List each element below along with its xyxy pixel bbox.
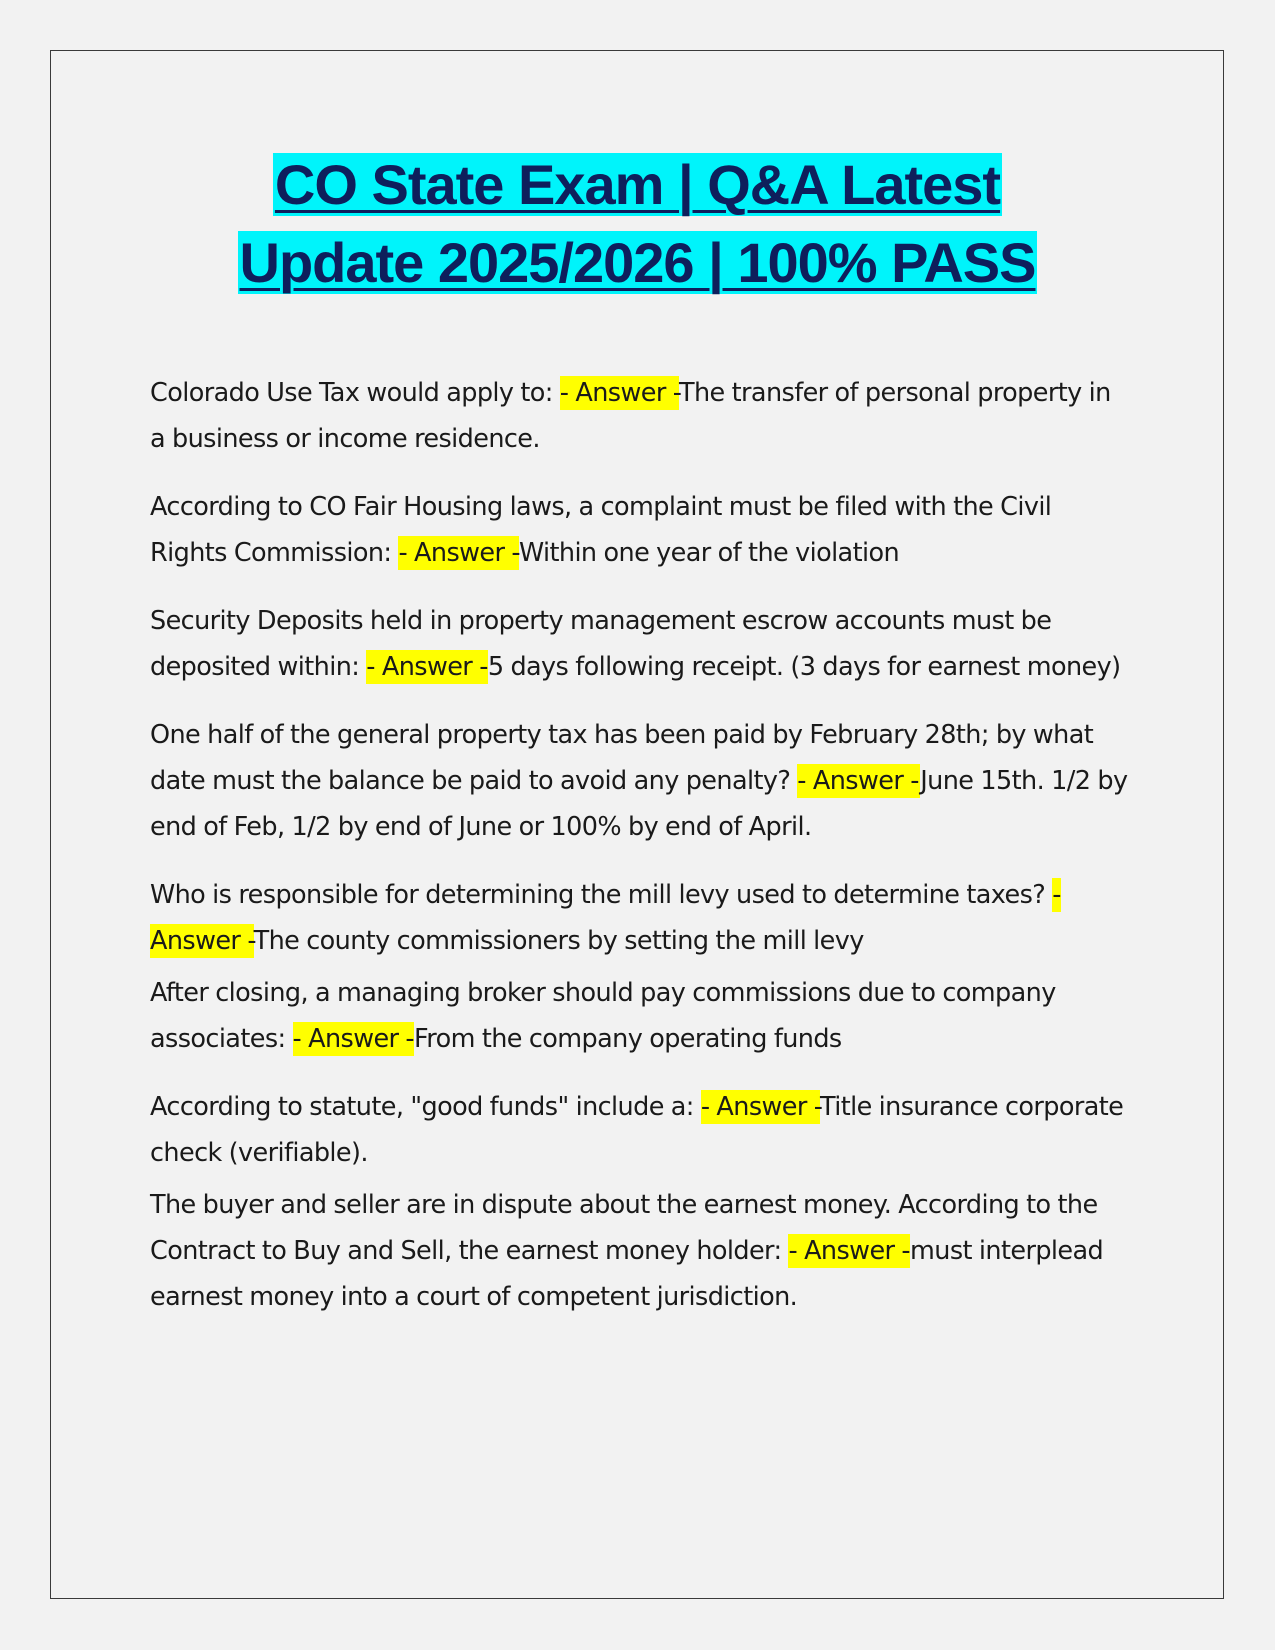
answer-label: - Answer - <box>700 1092 821 1122</box>
title-line-1: CO State Exam | Q&A Latest <box>274 153 1001 216</box>
qa-item <box>150 370 1130 462</box>
qa-item <box>150 970 1130 1062</box>
qa-item <box>150 598 1130 690</box>
answer-label: - Answer - <box>559 378 679 408</box>
qa-item <box>150 712 1130 850</box>
answer-label: - Answer - <box>797 766 921 796</box>
qa-item <box>150 484 1130 576</box>
document-title <box>0 146 1275 302</box>
answer-label: - Answer - <box>366 652 488 682</box>
answer-text: June 15th. 1/2 by end of Feb, 1/2 by end of June or 100% by end of April. <box>150 766 1128 842</box>
answer-label: - Answer - <box>150 880 1061 956</box>
answer-text: 5 days following receipt. (3 days for earnest money) <box>487 652 1121 682</box>
question-text: According to statute, "good funds" include a: <box>150 1092 701 1122</box>
answer-text: The transfer of personal property in a business or income residence. <box>150 378 1111 454</box>
qa-list <box>150 370 1130 1342</box>
answer-label: - Answer - <box>788 1236 911 1266</box>
question-text: Who is responsible for determining the mill levy used to determine taxes? <box>150 880 1053 910</box>
question-text: The buyer and seller are in dispute about the earnest money. According to the Contract to Buy and Sell, the earnest money holder: <box>150 1190 1098 1266</box>
question-text: Colorado Use Tax would apply to: <box>150 378 560 408</box>
question-text: Security Deposits held in property management escrow accounts must be deposited within: <box>150 606 1052 682</box>
question-text: After closing, a managing broker should pay commissions due to company associates: <box>150 978 1056 1054</box>
qa-item <box>150 1084 1130 1176</box>
answer-text: From the company operating funds <box>414 1024 842 1054</box>
answer-text: Title insurance corporate check (verifiable). <box>150 1092 1124 1168</box>
question-text: According to CO Fair Housing laws, a complaint must be filed with the Civil Rights Commission: <box>150 492 1052 568</box>
title-line-2: Update 2025/2026 | 100% PASS <box>239 231 1036 294</box>
answer-text: Within one year of the violation <box>518 538 900 568</box>
answer-text: The county commissioners by setting the mill levy <box>253 926 864 956</box>
answer-text: must interplead earnest money into a court of competent jurisdiction. <box>150 1236 1104 1312</box>
answer-label: - Answer - <box>292 1024 415 1054</box>
question-text: One half of the general property tax has been paid by February 28th; by what date must the balance be paid to avoid any penalty? <box>150 720 1094 796</box>
qa-item <box>150 1182 1130 1320</box>
answer-label: - Answer - <box>398 538 519 568</box>
qa-item <box>150 872 1130 964</box>
